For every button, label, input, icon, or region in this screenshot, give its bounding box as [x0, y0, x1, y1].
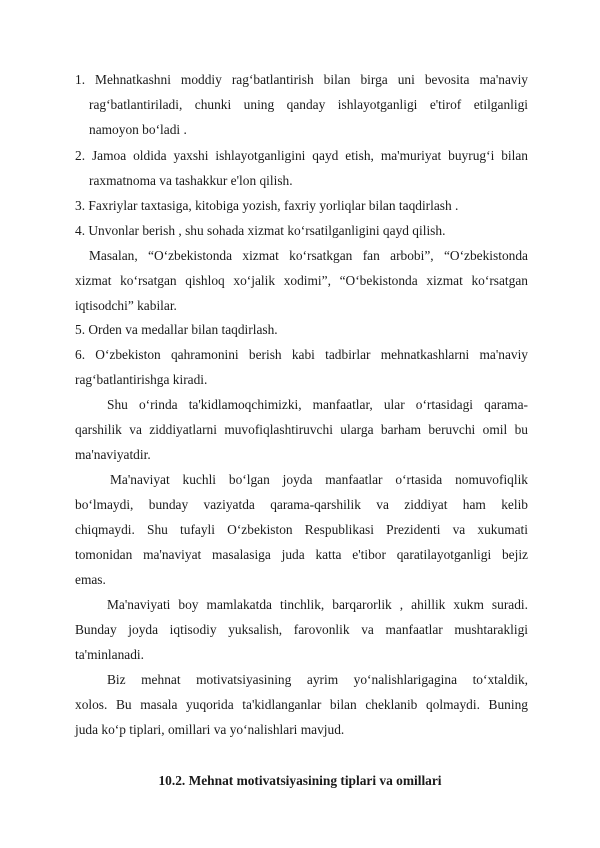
paragraph-line: juda ko‘p tiplari, omillari va yo‘nalishlari mavjud. [75, 722, 345, 737]
paragraph-line: qarshilik va ziddiyatlarni muvofiqlashtiruvchi ularga barham beruvchi omil bu [75, 422, 528, 437]
paragraph-line: Biz mehnat motivatsiyasining ayrim yo‘nalishlarigagina to‘xtaldik, [107, 672, 528, 687]
list-item-5: 5. Orden va medallar bilan taqdirlash. [75, 322, 278, 337]
text-line: iqtisodchi” kabilar. [75, 298, 177, 313]
paragraph-line: tomonidan ma'naviyat masalasiga juda katta e'tibor qaratilayotganligi bejiz [75, 547, 528, 562]
paragraph-line: Shu o‘rinda ta'kidlamoqchimizki, manfaatlar, ular o‘rtasidagi qarama- [107, 397, 528, 412]
paragraph-line: Ma'naviyat kuchli bo‘lgan joyda manfaatlar o‘rtasida nomuvofiqlik [110, 472, 528, 487]
text-line: rag‘batlantirishga kiradi. [75, 372, 208, 387]
paragraph-line: ma'naviyatdir. [75, 447, 151, 462]
paragraph-line: emas. [75, 572, 106, 587]
paragraph-line: xolos. Bu masala yuqorida ta'kidlanganlar bilan cheklanib qolmaydi. Buning [75, 697, 528, 712]
list-item-3: 3. Faxriylar taxtasiga, kitobiga yozish, faxriy yorliqlar bilan taqdirlash . [75, 198, 459, 213]
paragraph-line: chiqmaydi. Shu tufayli O‘zbekiston Respublikasi Prezidenti va xukumati [75, 522, 528, 537]
text-line: xizmat ko‘rsatgan qishloq xo‘jalik xodimi”, “O‘bekistonda xizmat ko‘rsatgan [75, 273, 528, 288]
section-heading: 10.2. Mehnat motivatsiyasining tiplari va omillari [158, 773, 442, 788]
text-line: raxmatnoma va tashakkur e'lon qilish. [89, 173, 293, 188]
text-line: Masalan, “O‘zbekistonda xizmat ko‘rsatkgan fan arbobi”, “O‘zbekistonda [89, 248, 528, 263]
paragraph-line: bo‘lmaydi, bunday vaziyatda qarama-qarshilik va ziddiyat ham kelib [75, 497, 528, 512]
list-item-4: 4. Unvonlar berish , shu sohada xizmat ko‘rsatilganligini qayd qilish. [75, 223, 446, 238]
text-line: namoyon bo‘ladi . [89, 122, 187, 137]
paragraph-line: Ma'naviyati boy mamlakatda tinchlik, barqarorlik , ahillik xukm suradi. [107, 597, 528, 612]
list-item-6: 6. O‘zbekiston qahramonini berish kabi tadbirlar mehnatkashlarni ma'naviy [75, 347, 528, 362]
list-item-2: 2. Jamoa oldida yaxshi ishlayotganligini qayd etish, ma'muriyat buyrug‘i bilan [75, 148, 528, 163]
list-item-1: 1. Mehnatkashni moddiy rag‘batlantirish bilan birga uni bevosita ma'naviy [75, 72, 528, 87]
paragraph-line: Bunday joyda iqtisodiy yuksalish, farovonlik va manfaatlar mushtarakligi [75, 622, 528, 637]
text-line: rag‘batlantiriladi, chunki uning qanday ishlayotganligi e'tirof etilganligi [89, 97, 528, 112]
paragraph-line: ta'minlanadi. [75, 647, 144, 662]
